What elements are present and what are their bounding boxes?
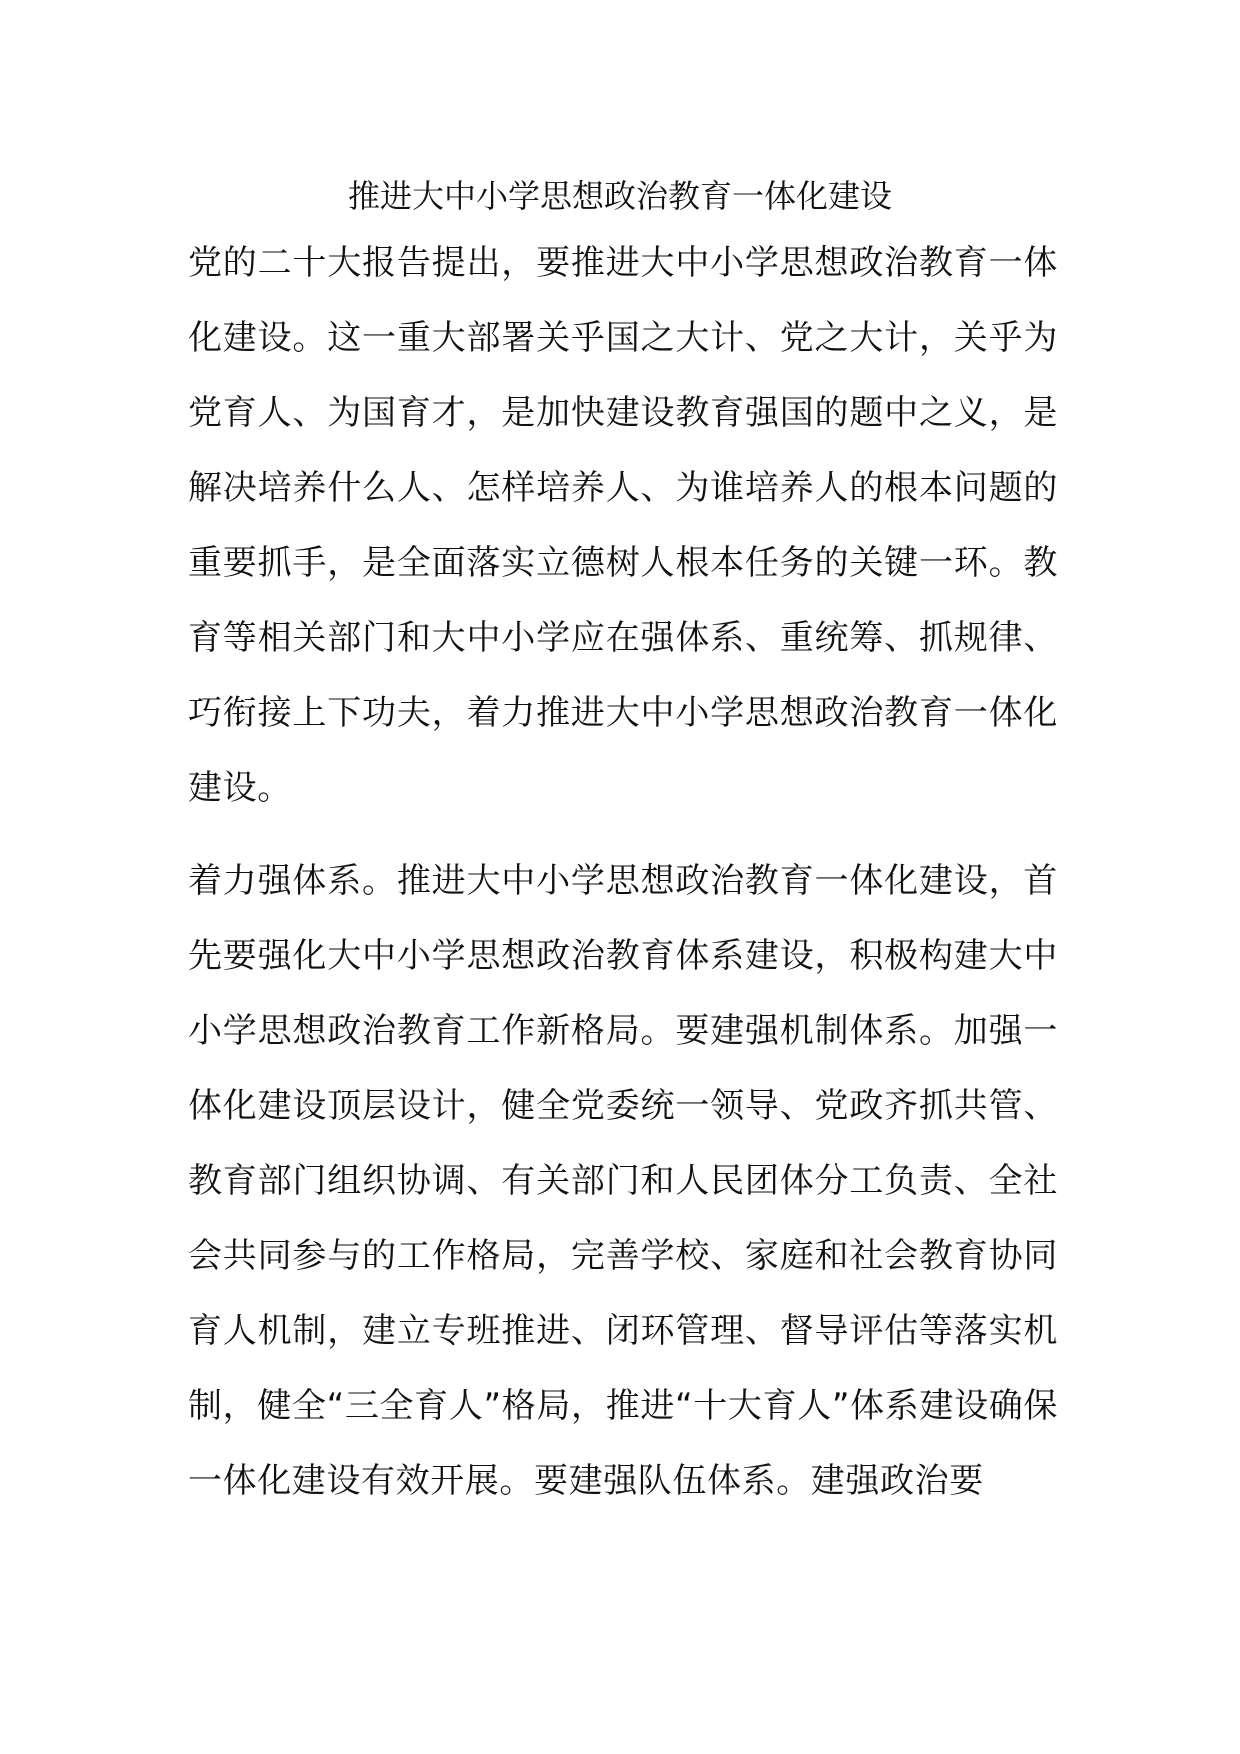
paragraph-2: 着力强体系。推进大中小学思想政治教育一体化建设，首先要强化大中小学思想政治教育体系建设，积极构建大中小学思想政治教育工作新格局。要建强机制体系。加强一体化建设顶层设计，健全党委统一领导、党政齐抓共管、教育部门组织协调、有关部门和人民团体分工负责、全社会共同参与的工作格局，完善学校、家庭和社会教育协同育人机制，建立专班推进、闭环管理、督导评估等落实机制，健全“三全育人”格局，推进“十大育人”体系建设确保一体化建设有效开展。要建强队伍体系。建强政治要 <box>188 861 1058 1501</box>
document-title: 推进大中小学思想政治教育一体化建设 <box>347 177 892 215</box>
paragraph-1: 党的二十大报告提出，要推进大中小学思想政治教育一体化建设。这一重大部署关乎国之大计、党之大计，关乎为党育人、为国育才，是加快建设教育强国的题中之义，是解决培养什么人、怎样培养人、为谁培养人的根本问题的重要抓手，是全面落实立德树人根本任务的关键一环。教育等相关部门和大中小学应在强体系、重统筹、抓规律、巧衔接上下功夫，着力推进大中小学思想政治教育一体化建设。 <box>188 243 1058 808</box>
document-body <box>188 226 1058 1537</box>
